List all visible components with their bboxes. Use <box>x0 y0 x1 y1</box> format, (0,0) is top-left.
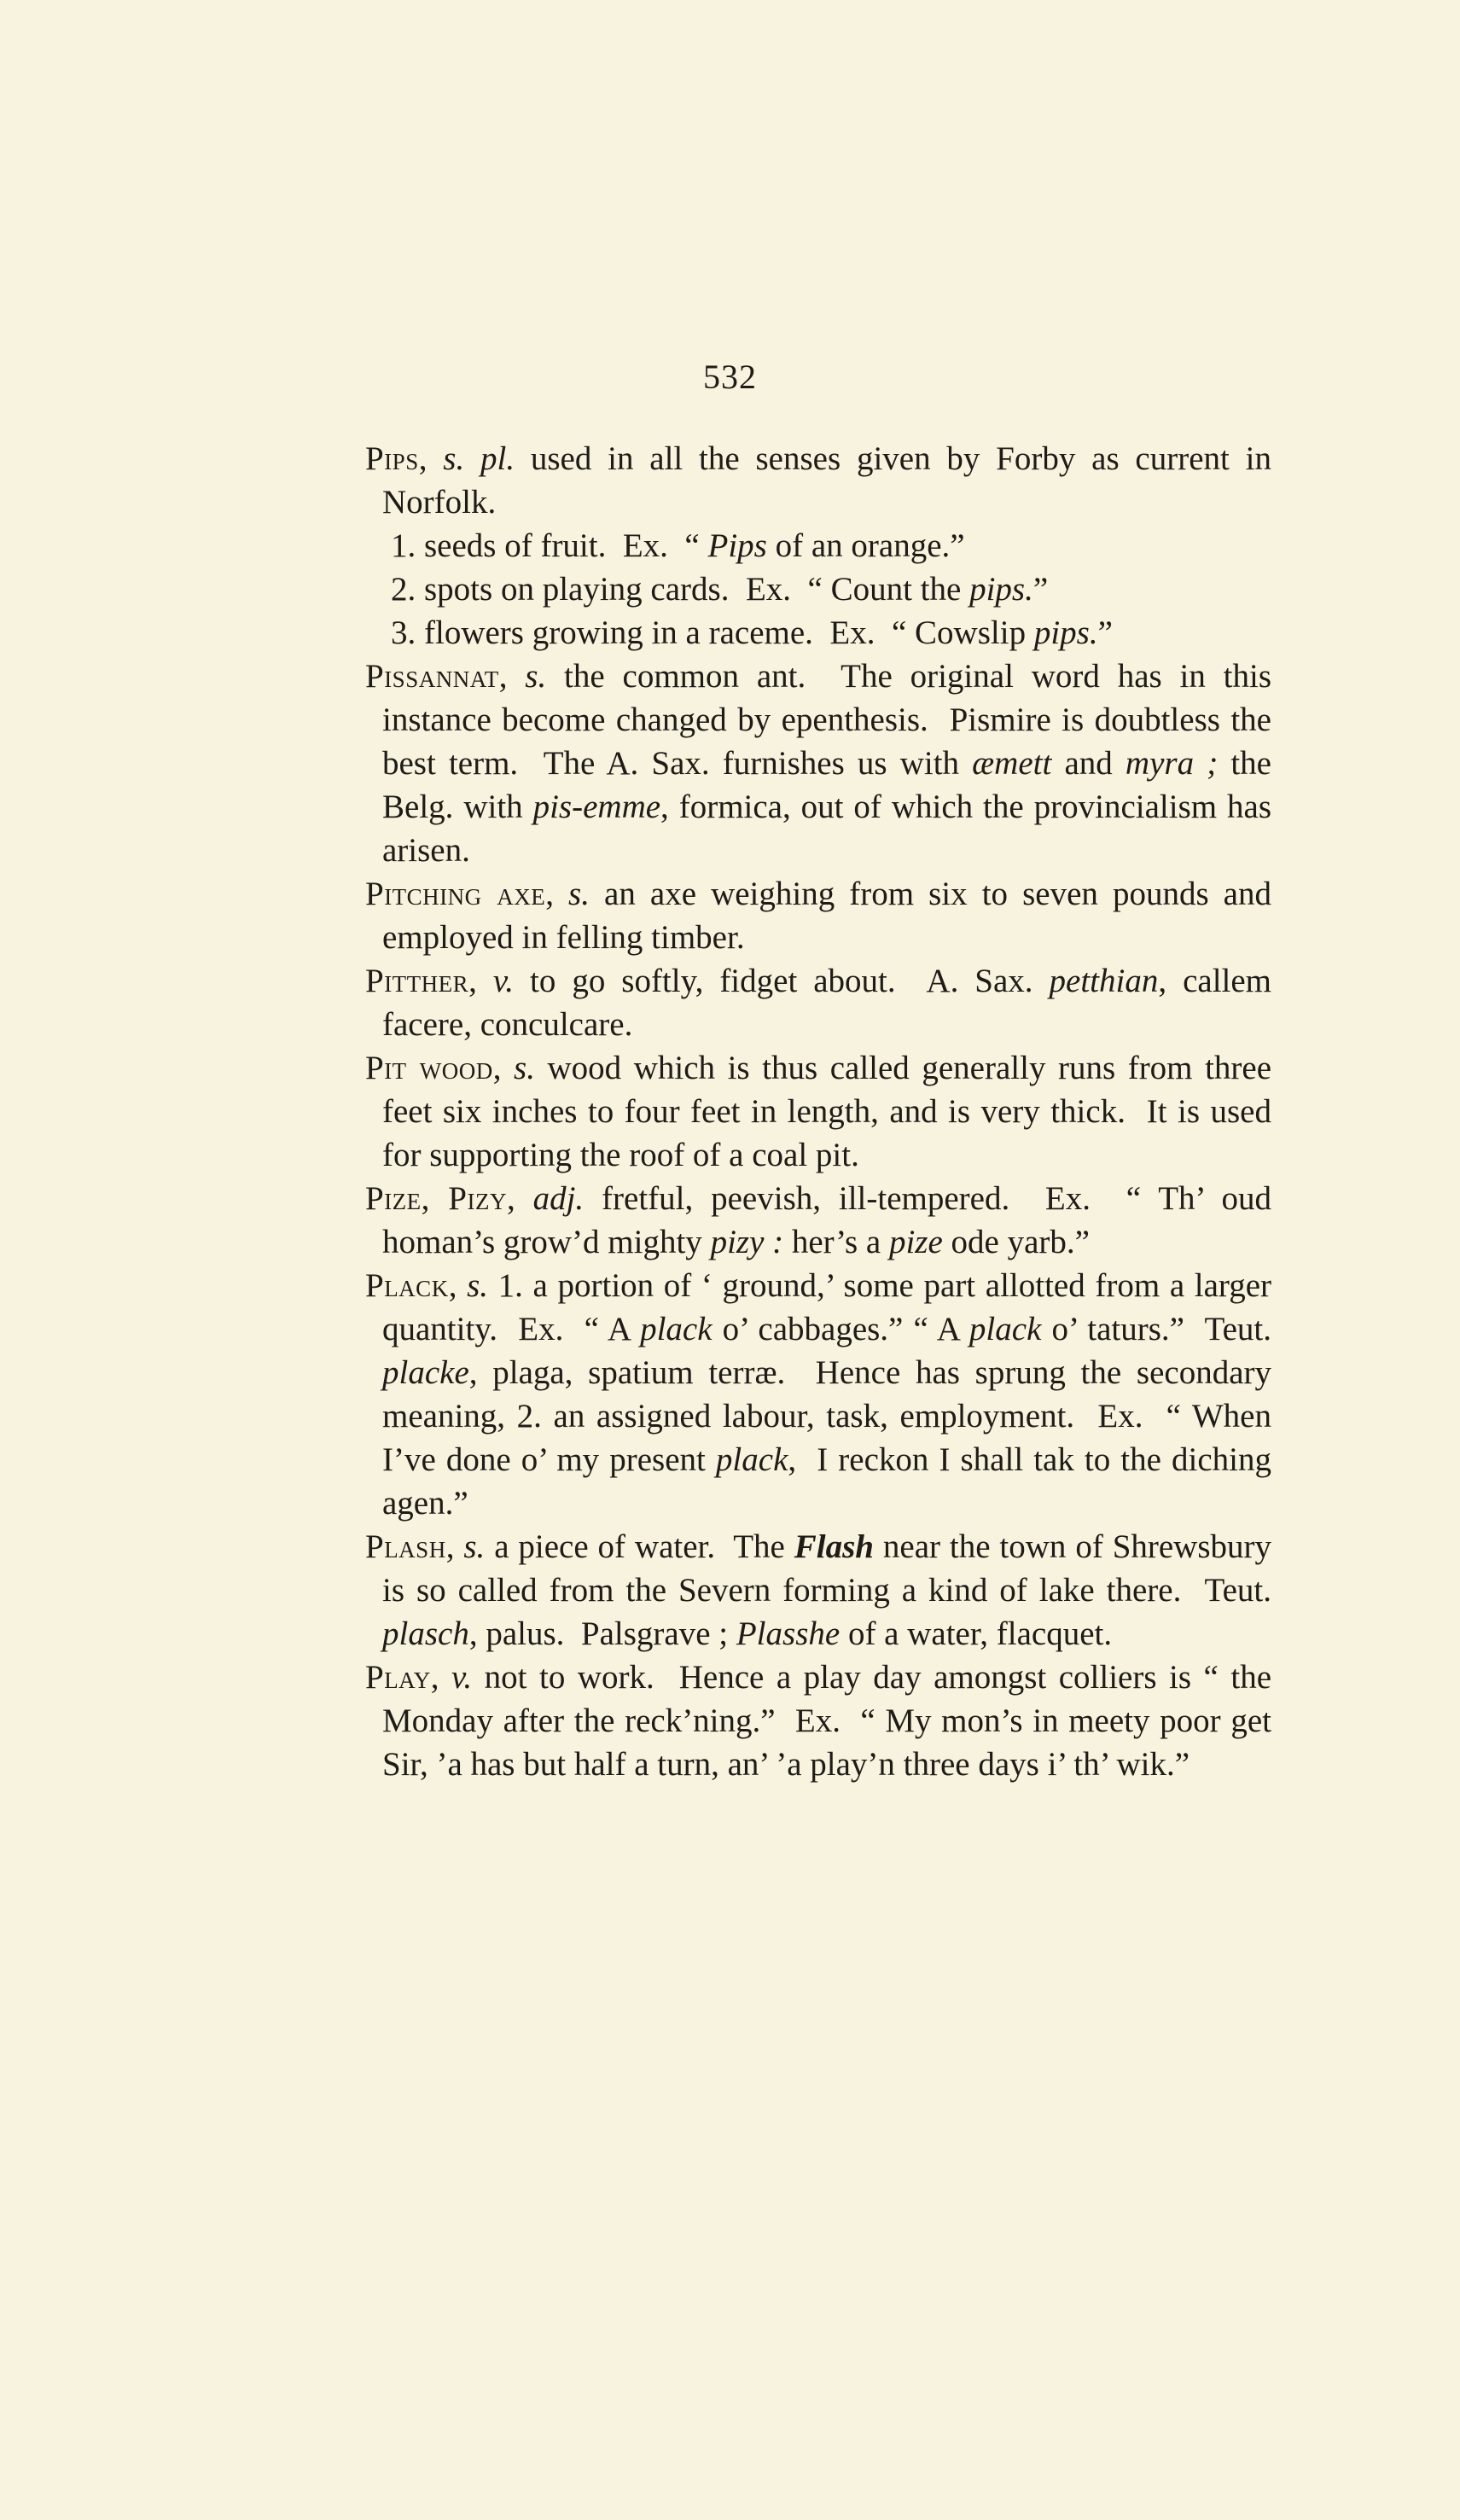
headword: Pips <box>365 440 419 477</box>
entry-pize: Pize, Pizy, adj. fretful, peevish, ill-tempered. Ex. “ Th’ oud homan’s grow’d mighty pizy : her’s a pize ode yarb.” <box>365 1180 1280 1260</box>
definition: used in all the senses given by Forby as current in Norfolk. <box>382 440 1280 521</box>
entry-plash: Plash, s. a piece of water. The Flash near the town of Shrewsbury is so called from the Severn forming a kind of lake there. Teut. plasch, palus. Palsgrave ; Plasshe of a water, flacquet. <box>365 1528 1280 1652</box>
headword: Pit wood <box>365 1050 493 1086</box>
headword: Pitching axe <box>365 876 546 912</box>
part-of-speech: s. pl. <box>443 440 515 477</box>
part-of-speech: v. <box>492 963 515 999</box>
sense-3: 3. flowers growing in a raceme. Ex. “ Cowslip pips.” <box>391 614 1113 651</box>
headword: Play <box>365 1659 431 1696</box>
headword: Pitther <box>365 963 469 999</box>
part-of-speech: s. <box>568 876 590 912</box>
sense-1: 1. seeds of fruit. Ex. “ Pips of an orange.” <box>391 527 965 564</box>
headword: Plash <box>365 1528 446 1565</box>
entry-pitther: Pitther, v. to go softly, fidget about. A. Sax. petthian, callem facere, conculcare. <box>365 963 1280 1043</box>
entry-pissannat: Pissannat, s. the common ant. The original word has in this instance become changed by epenthesis. Pismire is doubtless the best term. The A. Sax. furnishes us with æmett and myra ; the Belg. with pis-emme, formica, out of which the provincialism has arisen. <box>365 658 1280 869</box>
part-of-speech: s. <box>525 658 547 695</box>
headword: Pize, Pizy <box>365 1180 507 1217</box>
sense-2: 2. spots on playing cards. Ex. “ Count the pips.” <box>391 571 1049 608</box>
page-number: 532 <box>703 358 757 396</box>
entry-pitching-axe: Pitching axe, s. an axe weighing from six to seven pounds and employed in felling timber. <box>365 876 1280 956</box>
part-of-speech: s. <box>463 1528 486 1565</box>
headword: Plack <box>365 1267 449 1304</box>
headword: Pissannat <box>365 658 499 695</box>
part-of-speech: s. <box>514 1050 535 1086</box>
part-of-speech: s. <box>467 1267 489 1304</box>
part-of-speech: v. <box>451 1659 473 1696</box>
entry-play: Play, v. not to work. Hence a play day amongst colliers is “ the Monday after the reck’ning.” Ex. “ My mon’s in meety poor get Sir, ’a has but half a turn, an’ ’a play’n three days i’ th’ wik.” <box>365 1659 1280 1783</box>
glossary-text <box>365 437 1280 1786</box>
entry-plack: Plack, s. 1. a portion of ‘ ground,’ some part allotted from a larger quantity. Ex. “ A plack o’ cabbages.” “ A plack o’ taturs.” Teut. placke, plaga, spatium terræ. Hence has sprung the secondary meaning, 2. an assigned labour, task, employment. Ex. “ When I’ve done o’ my present plack, I reckon I shall tak to the diching agen.” <box>365 1267 1280 1522</box>
part-of-speech: adj. <box>532 1180 585 1217</box>
entry-pips: Pips, s. pl. used in all the senses given by Forby as current in Norfolk. <box>365 440 1280 521</box>
entry-pit-wood: Pit wood, s. wood which is thus called generally runs from three feet six inches to four feet in length, and is very thick. It is used for supporting the roof of a coal pit. <box>365 1050 1280 1173</box>
